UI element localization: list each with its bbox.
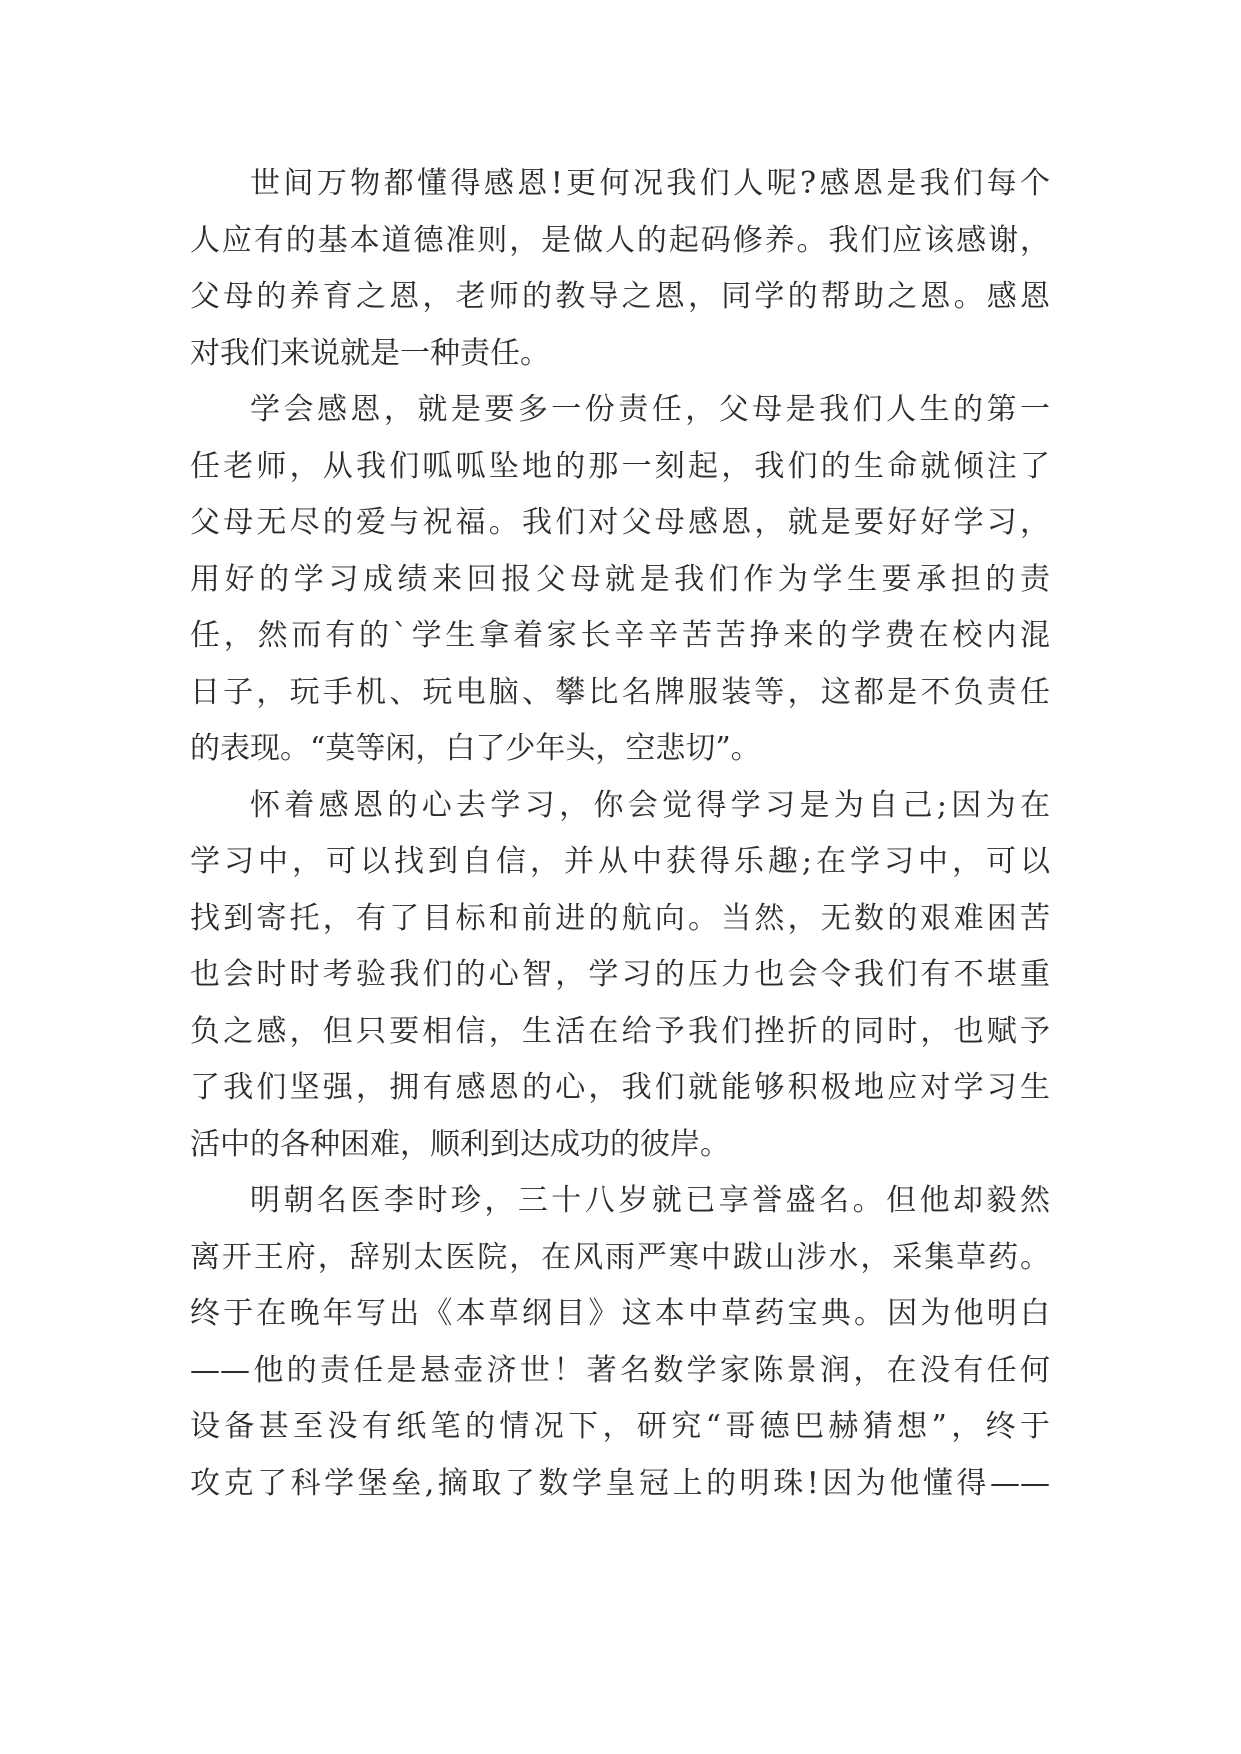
text-line: 负之感，但只要相信，生活在给予我们挫折的同时，也赋予 <box>190 1013 1050 1049</box>
text-line: 对我们来说就是一种责任。 <box>190 335 550 371</box>
text-line: 任老师，从我们呱呱坠地的那一刻起，我们的生命就倾注了 <box>190 448 1050 484</box>
text-line: 明朝名医李时珍，三十八岁就已享誉盛名。但他却毅然 <box>250 1183 1050 1218</box>
text-line: 活中的各种困难，顺利到达成功的彼岸。 <box>190 1126 730 1162</box>
text-line: 设备甚至没有纸笔的情况下，研究“哥德巴赫猜想”，终于 <box>190 1409 1050 1444</box>
text-line: 学会感恩，就是要多一份责任，父母是我们人生的第一 <box>250 392 1050 427</box>
text-line: 怀着感恩的心去学习，你会觉得学习是为自己;因为在 <box>250 787 1050 823</box>
text-line: 父母的养育之恩，老师的教导之恩，同学的帮助之恩。感恩 <box>190 279 1050 314</box>
text-line: 学习中，可以找到自信，并从中获得乐趣;在学习中，可以 <box>190 844 1050 879</box>
body-text <box>190 156 1050 1512</box>
text-line: 用好的学习成绩来回报父母就是我们作为学生要承担的责 <box>190 561 1050 597</box>
text-line: 的表现。“莫等闲，白了少年头，空悲切”。 <box>190 731 761 766</box>
text-line: 任，然而有的`学生拿着家长辛辛苦苦挣来的学费在校内混 <box>190 618 1050 653</box>
text-line: 攻克了科学堡垒,摘取了数学皇冠上的明珠!因为他懂得—— <box>190 1465 1050 1501</box>
text-line: 世间万物都懂得感恩!更何况我们人呢?感恩是我们每个 <box>250 166 1050 201</box>
text-line: 也会时时考验我们的心智，学习的压力也会令我们有不堪重 <box>190 957 1050 992</box>
text-line: 终于在晚年写出《本草纲目》这本中草药宝典。因为他明白 <box>190 1296 1050 1331</box>
text-line: 人应有的基本道德准则，是做人的起码修养。我们应该感谢， <box>190 222 1050 258</box>
text-line: 日子，玩手机、玩电脑、攀比名牌服装等，这都是不负责任 <box>190 674 1050 710</box>
text-line: 了我们坚强，拥有感恩的心，我们就能够积极地应对学习生 <box>190 1070 1050 1105</box>
text-line: 找到寄托，有了目标和前进的航向。当然，无数的艰难困苦 <box>190 900 1050 936</box>
text-line: 离开王府，辞别太医院，在风雨严寒中跋山涉水，采集草药。 <box>190 1239 1050 1275</box>
text-line: ——他的责任是悬壶济世！著名数学家陈景润，在没有任何 <box>190 1352 1050 1388</box>
text-line: 父母无尽的爱与祝福。我们对父母感恩，就是要好好学习， <box>190 505 1050 540</box>
